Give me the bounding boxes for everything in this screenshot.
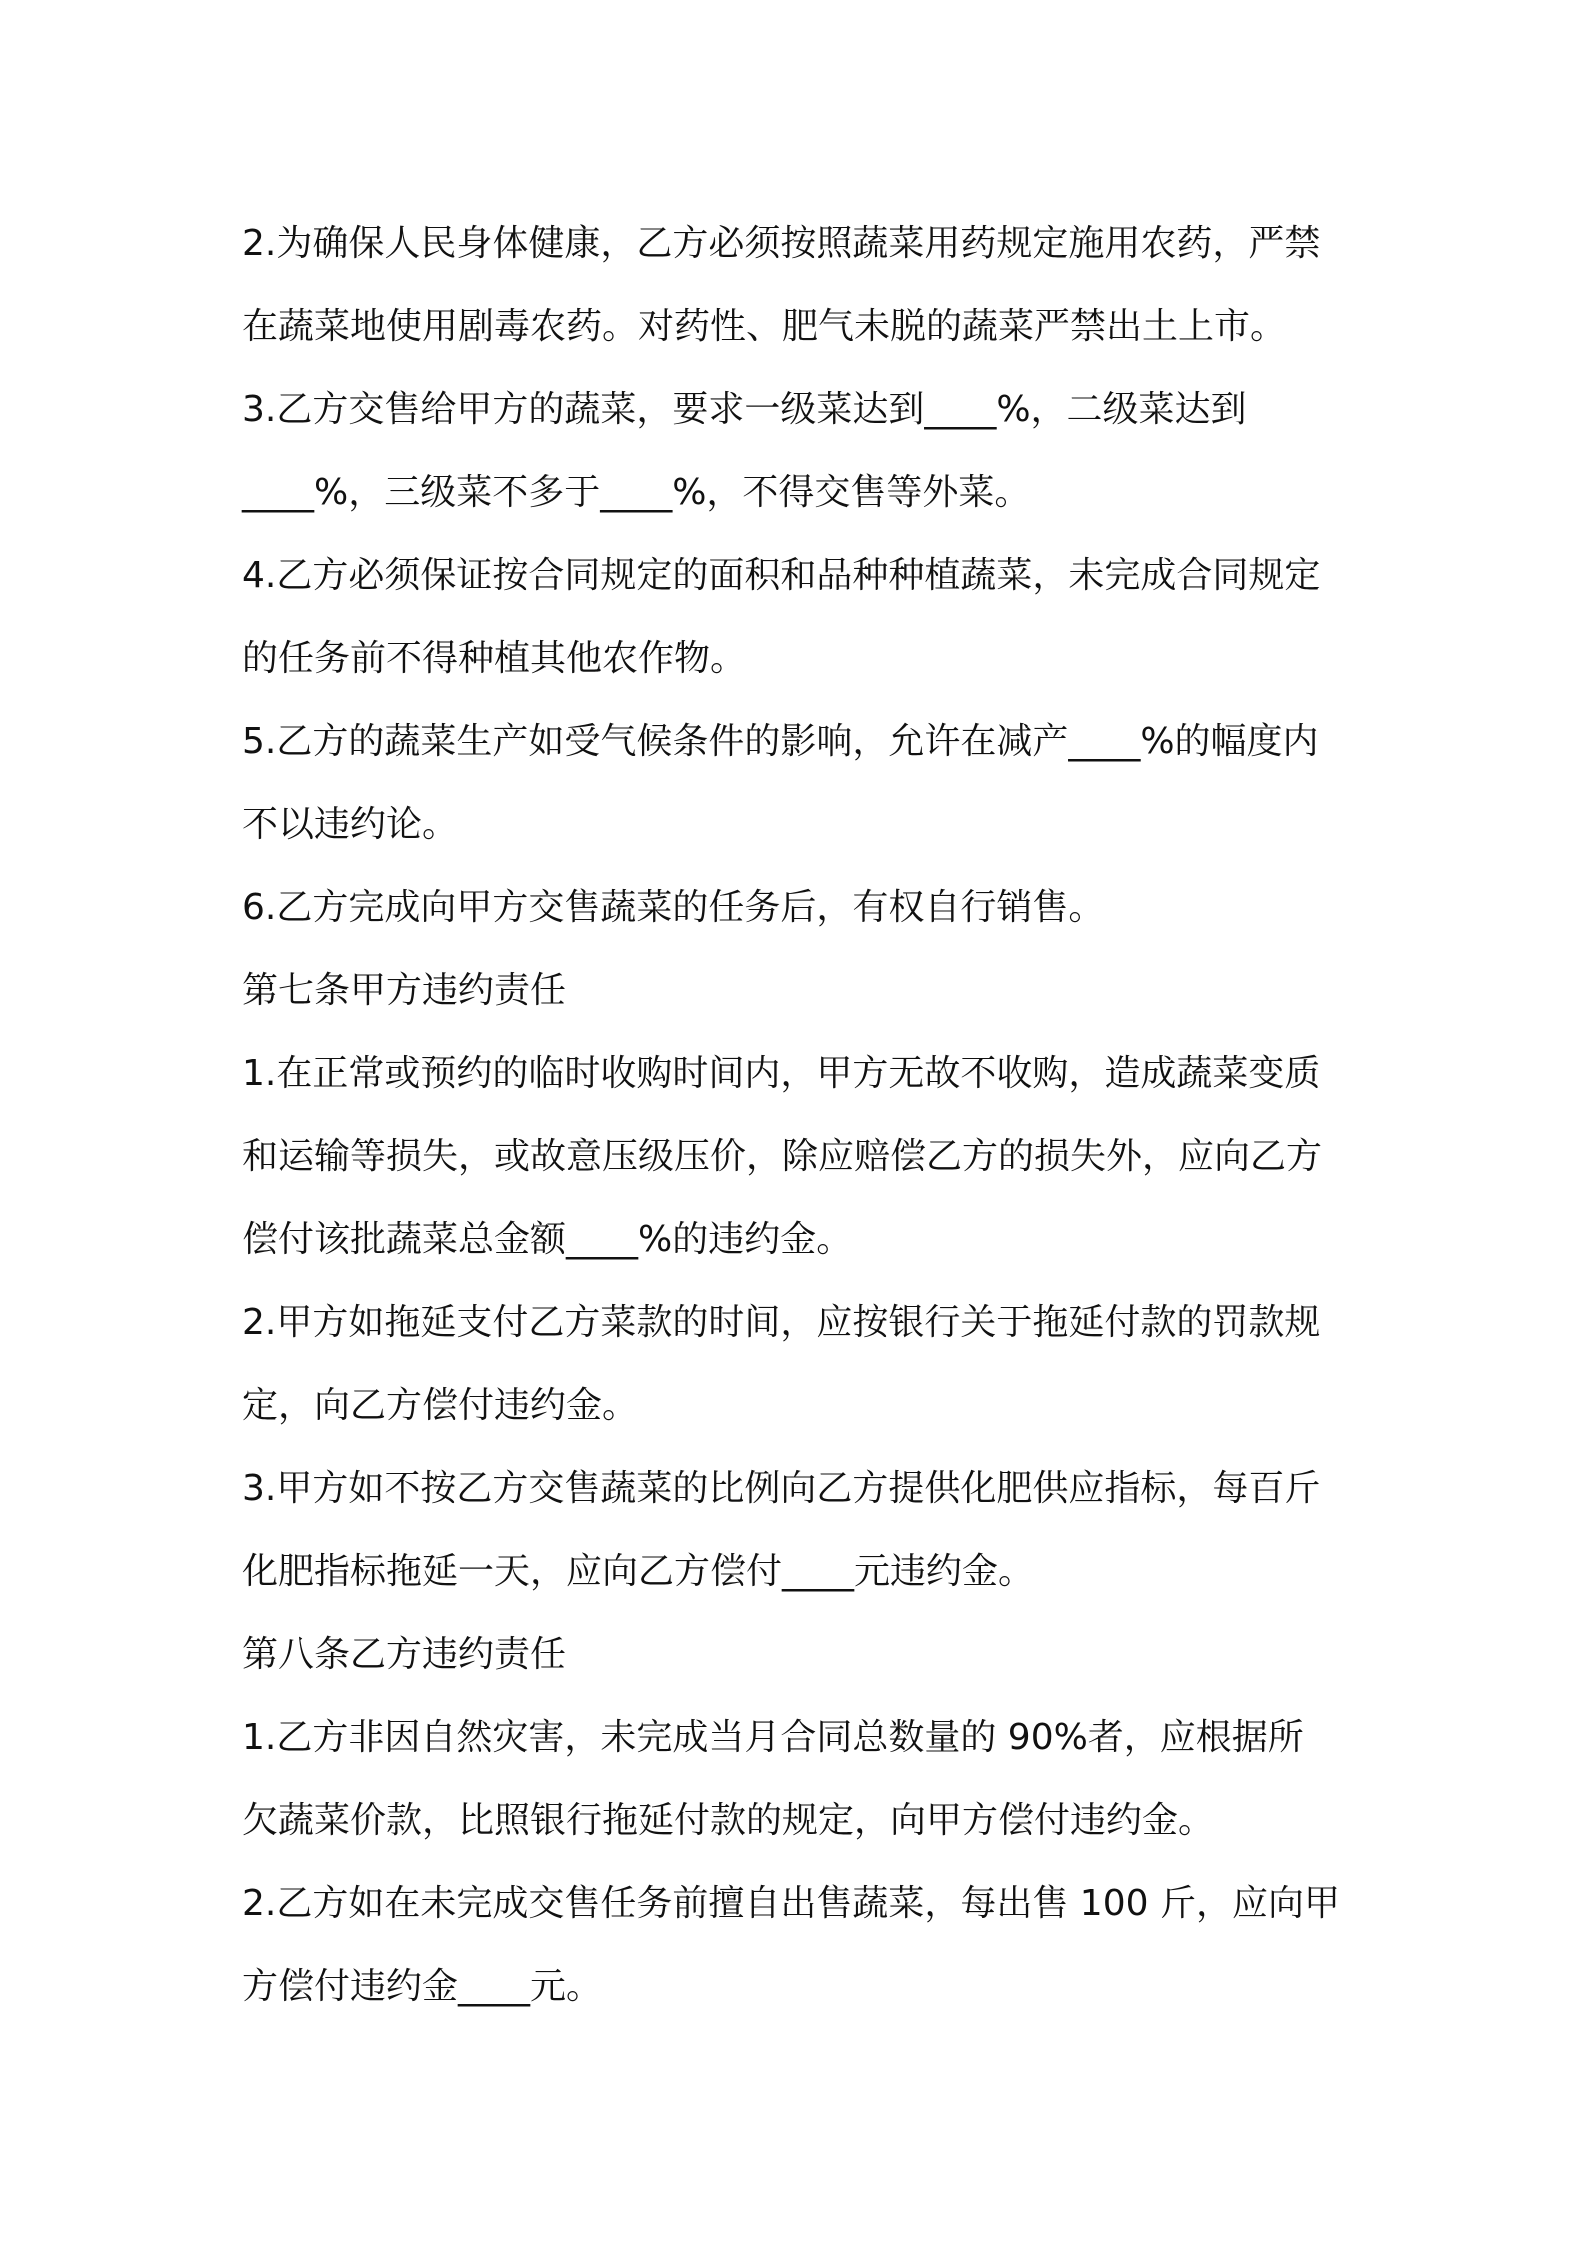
article-7-heading bbox=[242, 949, 1362, 1032]
text-line: 不以违约论。 bbox=[242, 804, 459, 845]
text-line: 偿付该批蔬菜总金额____%的违约金。 bbox=[242, 1219, 853, 1260]
clause-2-pesticide bbox=[242, 202, 1362, 368]
text-line: ____%，三级菜不多于____%，不得交售等外菜。 bbox=[242, 472, 1031, 513]
section-heading: 第七条甲方违约责任 bbox=[242, 970, 567, 1011]
text-line: 5.乙方的蔬菜生产如受气候条件的影响，允许在减产____%的幅度内 bbox=[242, 721, 1319, 762]
section-heading: 第八条乙方违约责任 bbox=[242, 1634, 567, 1675]
text-line: 2.乙方如在未完成交售任务前擅自出售蔬菜，每出售 100 斤，应向甲 bbox=[242, 1883, 1340, 1924]
clause-3-grade-requirements bbox=[242, 368, 1362, 534]
clause-4-planting-area bbox=[242, 534, 1362, 700]
clause-5-weather-reduction bbox=[242, 700, 1362, 866]
article-8-heading bbox=[242, 1613, 1362, 1696]
text-line: 方偿付违约金____元。 bbox=[242, 1966, 603, 2007]
article-8-clause-1 bbox=[242, 1696, 1362, 1862]
text-line: 化肥指标拖延一天，应向乙方偿付____元违约金。 bbox=[242, 1551, 1035, 1592]
text-line: 3.乙方交售给甲方的蔬菜，要求一级菜达到____%，二级菜达到 bbox=[242, 389, 1247, 430]
document-body bbox=[242, 202, 1362, 2028]
clause-6-self-sale bbox=[242, 866, 1362, 949]
text-line: 4.乙方必须保证按合同规定的面积和品种种植蔬菜，未完成合同规定 bbox=[242, 555, 1321, 596]
article-8-clause-2 bbox=[242, 1862, 1362, 2028]
text-line: 欠蔬菜价款，比照银行拖延付款的规定，向甲方偿付违约金。 bbox=[242, 1800, 1215, 1841]
text-line: 2.甲方如拖延支付乙方菜款的时间，应按银行关于拖延付款的罚款规 bbox=[242, 1302, 1321, 1343]
text-line: 2.为确保人民身体健康，乙方必须按照蔬菜用药规定施用农药，严禁 bbox=[242, 223, 1321, 264]
text-line: 在蔬菜地使用剧毒农药。对药性、肥气未脱的蔬菜严禁出土上市。 bbox=[242, 306, 1287, 347]
article-7-clause-3 bbox=[242, 1447, 1362, 1613]
text-line: 3.甲方如不按乙方交售蔬菜的比例向乙方提供化肥供应指标，每百斤 bbox=[242, 1468, 1321, 1509]
text-line: 定，向乙方偿付违约金。 bbox=[242, 1385, 639, 1426]
text-line: 和运输等损失，或故意压级压价，除应赔偿乙方的损失外，应向乙方 bbox=[242, 1136, 1323, 1177]
text-line: 6.乙方完成向甲方交售蔬菜的任务后，有权自行销售。 bbox=[242, 887, 1105, 928]
article-7-clause-1 bbox=[242, 1032, 1362, 1281]
text-line: 的任务前不得种植其他农作物。 bbox=[242, 638, 747, 679]
article-7-clause-2 bbox=[242, 1281, 1362, 1447]
text-line: 1.乙方非因自然灾害，未完成当月合同总数量的 90%者，应根据所 bbox=[242, 1717, 1304, 1758]
text-line: 1.在正常或预约的临时收购时间内，甲方无故不收购，造成蔬菜变质 bbox=[242, 1053, 1321, 1094]
